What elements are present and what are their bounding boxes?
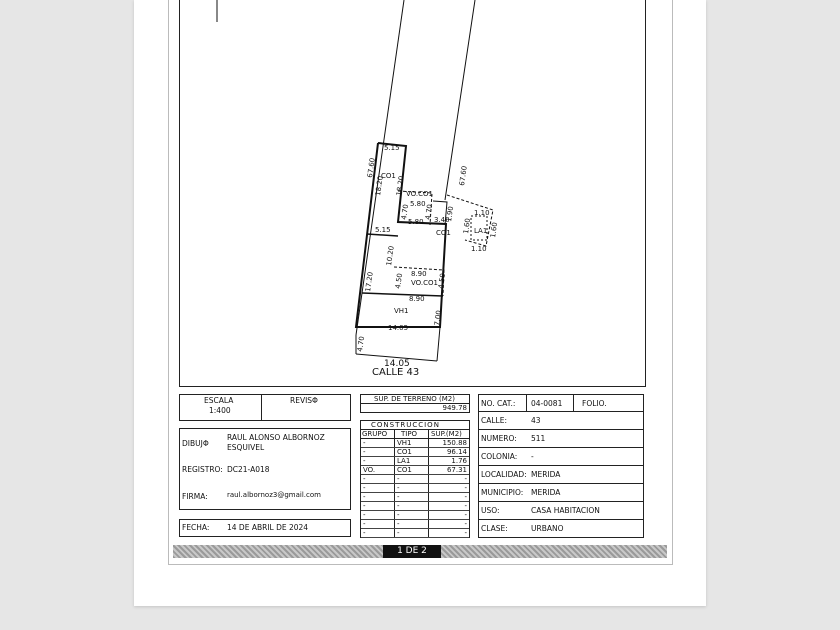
terreno-box xyxy=(360,394,470,413)
dim-label: 10.20 xyxy=(385,245,396,267)
area-label: CO1 xyxy=(436,229,451,237)
dibujo-label: DIBUJΦ xyxy=(182,439,209,448)
info-label: COLONIA: xyxy=(481,452,518,461)
cell-sup: - xyxy=(464,475,467,483)
area-label: CO1 xyxy=(381,172,396,180)
cell-tipo: - xyxy=(397,475,400,483)
cell-tipo: - xyxy=(397,520,400,528)
cell-grupo: - xyxy=(363,511,366,519)
area-label: VH1 xyxy=(394,307,409,315)
fecha-value: 14 DE ABRIL DE 2024 xyxy=(227,523,309,532)
area-label: LA1 xyxy=(474,227,488,235)
dim-label: 67.60 xyxy=(458,165,469,187)
dim-label: 4.50 xyxy=(394,272,405,290)
cell-tipo: - xyxy=(397,529,400,537)
dim-label: 4.70 xyxy=(356,335,367,353)
info-value: MERIDA xyxy=(531,470,561,479)
front-dimension: 14.05 xyxy=(384,359,410,369)
folio-label: FOLIO. xyxy=(582,399,607,408)
cell-sup: - xyxy=(464,484,467,492)
header-grupo: GRUPO xyxy=(362,430,388,438)
dim-label: 5.80 xyxy=(410,200,426,208)
cell-tipo: - xyxy=(397,484,400,492)
dim-label: 3.40 xyxy=(434,216,450,224)
escala-label: ESCALA xyxy=(204,396,234,405)
dim-label: 14.05 xyxy=(388,324,409,332)
cell-tipo: VH1 xyxy=(397,439,412,447)
cell-tipo: - xyxy=(397,493,400,501)
cell-sup: 67.31 xyxy=(446,466,467,474)
registro-value: DC21-A018 xyxy=(227,465,270,474)
dim-label: 18.20 xyxy=(374,175,385,197)
header-sup: SUP.(M2) xyxy=(431,430,462,438)
dim-label: 4.70 xyxy=(400,203,411,221)
street-label: CALLE 43 xyxy=(372,367,420,378)
info-label: CALLE: xyxy=(481,416,507,425)
info-label: MUNICIPIO: xyxy=(481,488,524,497)
info-label: CLASE: xyxy=(481,524,508,533)
cell-grupo: - xyxy=(363,493,366,501)
dim-label: 1.10 xyxy=(474,209,490,217)
dim-label: 17.20 xyxy=(364,271,375,293)
info-label: USO: xyxy=(481,506,500,515)
info-value: CASA HABITACION xyxy=(531,506,600,515)
info-value: URBANO xyxy=(531,524,564,533)
dim-label: 8.90 xyxy=(411,270,427,278)
info-label: LOCALIDAD: xyxy=(481,470,527,479)
cell-tipo: LA1 xyxy=(397,457,411,465)
cell-grupo: - xyxy=(363,502,366,510)
dim-label: 1.90 xyxy=(445,205,456,223)
terreno-value: 949.78 xyxy=(442,404,467,412)
author-box xyxy=(179,428,351,510)
dim-label: 5.80 xyxy=(408,218,424,226)
cell-sup: - xyxy=(464,511,467,519)
dim-label: 4.70 xyxy=(424,203,435,221)
cell-sup: 150.88 xyxy=(442,439,467,447)
dim-label: 18.20 xyxy=(395,175,406,197)
cell-grupo: - xyxy=(363,520,366,528)
info-value: 511 xyxy=(531,434,546,443)
property-info-table xyxy=(478,394,644,538)
escala-reviso-box xyxy=(179,394,351,421)
construccion-table xyxy=(360,420,470,538)
no-cat-value: 04-0081 xyxy=(531,399,563,408)
cell-grupo: - xyxy=(363,484,366,492)
cell-grupo: - xyxy=(363,529,366,537)
info-value: - xyxy=(531,452,534,461)
dim-label: 1.60 xyxy=(462,217,473,235)
terreno-label: SUP. DE TERRENO (M2) xyxy=(374,395,455,403)
dim-label: 7.00 xyxy=(433,309,444,327)
area-label: VO.CO1 xyxy=(406,190,433,198)
dim-label: 5.15 xyxy=(384,144,400,152)
area-label: VO.CO1 xyxy=(411,279,438,287)
reviso-label: REVISΦ xyxy=(290,396,318,405)
cell-sup: - xyxy=(464,520,467,528)
cell-sup: 96.14 xyxy=(446,448,467,456)
dibujo-name-2: ESQUIVEL xyxy=(227,443,265,452)
cell-tipo: - xyxy=(397,511,400,519)
dibujo-name-1: RAUL ALONSO ALBORNOZ xyxy=(227,433,325,442)
no-cat-label: NO. CAT.: xyxy=(481,399,516,408)
fecha-box xyxy=(179,519,351,537)
dim-label: 8.90 xyxy=(409,295,425,303)
page-indicator: 1 DE 2 xyxy=(383,545,441,558)
header-tipo: TIPO xyxy=(401,430,418,438)
registro-label: REGISTRO: xyxy=(182,465,223,474)
firma-label: FIRMA: xyxy=(182,492,208,501)
dim-label: 1.60 xyxy=(489,221,500,239)
dim-label: 4.50 xyxy=(437,272,448,290)
escala-value: 1:400 xyxy=(209,406,231,415)
cell-grupo: - xyxy=(363,457,366,465)
firma-value: raul.albornoz3@gmail.com xyxy=(227,491,321,499)
info-label: NUMERO: xyxy=(481,434,517,443)
construccion-title: CONSTRUCCION xyxy=(371,421,440,429)
fecha-label: FECHA: xyxy=(182,523,210,532)
dim-label: 1.10 xyxy=(471,245,487,253)
cell-sup: - xyxy=(464,493,467,501)
info-value: 43 xyxy=(531,416,541,425)
cell-grupo: - xyxy=(363,475,366,483)
cell-tipo: CO1 xyxy=(397,448,412,456)
cell-tipo: - xyxy=(397,502,400,510)
cell-grupo: - xyxy=(363,448,366,456)
dim-label: 5.15 xyxy=(375,226,391,234)
dim-label: 67.60 xyxy=(366,157,377,179)
cell-sup: - xyxy=(464,529,467,537)
cell-grupo: - xyxy=(363,439,366,447)
cell-sup: 1.76 xyxy=(451,457,467,465)
cell-tipo: CO1 xyxy=(397,466,412,474)
cell-sup: - xyxy=(464,502,467,510)
info-value: MERIDA xyxy=(531,488,561,497)
cell-grupo: VO. xyxy=(363,466,376,474)
